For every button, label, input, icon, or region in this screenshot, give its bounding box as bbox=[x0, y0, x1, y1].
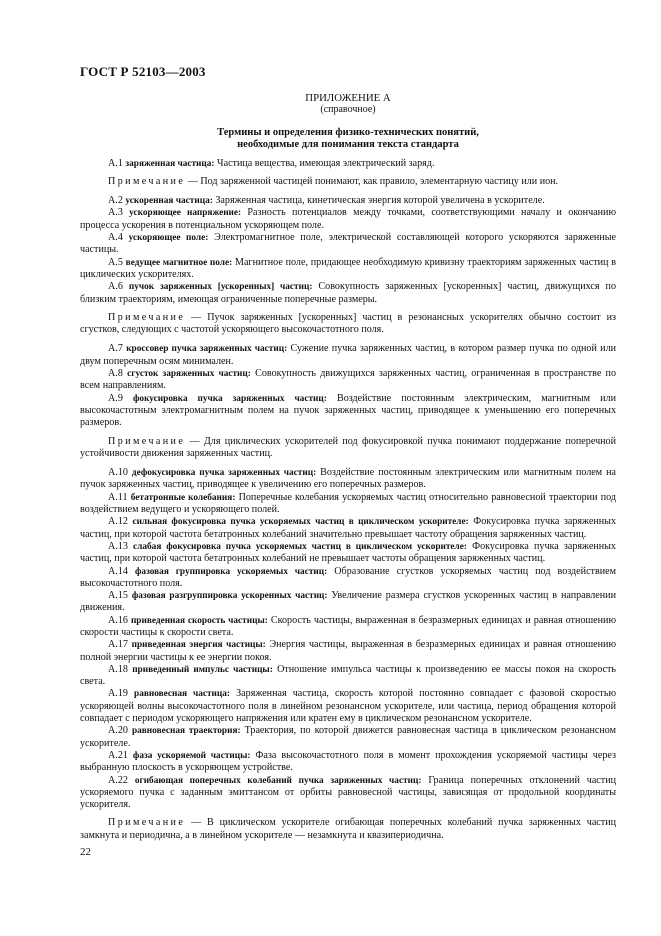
term-number: А.15 bbox=[108, 590, 128, 602]
term-entry bbox=[80, 343, 616, 368]
term-name: слабая фокусировка пучка ускоряемых частиц в циклическом ускорителе: bbox=[133, 541, 467, 552]
term-entry bbox=[80, 750, 616, 775]
term-definition: Фокусировка пучка заряженных частиц, при которой частота бетатронных колебаний не превышает частоты обращения заряженных частиц. bbox=[80, 540, 616, 565]
term-definition: Скорость частицы, выраженная в безразмерных единицах и равная отношению скорости частицы к скорости света. bbox=[80, 614, 616, 638]
note bbox=[80, 817, 616, 842]
term-number: А.10 bbox=[108, 467, 128, 479]
term-entry bbox=[80, 257, 616, 282]
term-number: А.18 bbox=[108, 663, 128, 675]
term-entry bbox=[80, 368, 616, 393]
term-entry bbox=[80, 158, 616, 170]
term-definition: Воздействие постоянным электрическим, магнитным или высокочастотным электромагнитным полем на пучок заряженных частиц, приводящее к уменьшению его поперечных размеров. bbox=[80, 392, 616, 429]
term-number: А.19 bbox=[108, 688, 128, 700]
annex-title: ПРИЛОЖЕНИЕ А bbox=[305, 92, 391, 104]
term-number: А.22 bbox=[108, 774, 128, 786]
term-number: А.13 bbox=[108, 540, 128, 552]
term-number: А.12 bbox=[108, 516, 128, 528]
section-heading-line-1: Термины и определения физико-технических понятий, bbox=[217, 126, 479, 138]
term-entry bbox=[80, 725, 616, 750]
note-text: — Под заряженной частицей понимают, как правило, элементарную частицу или ион. bbox=[185, 175, 559, 187]
note bbox=[80, 176, 616, 188]
term-entry bbox=[80, 688, 616, 725]
note-label: Примечание bbox=[108, 311, 186, 323]
term-entry bbox=[80, 281, 616, 306]
section-heading bbox=[80, 127, 616, 152]
term-name: заряженная частица: bbox=[125, 158, 215, 169]
term-definition: Отношение импульса частицы к произведению ее массы покоя на скорость света. bbox=[80, 663, 617, 688]
note-text: — Для циклических ускорителей под фокусировкой пучка понимают поддержание поперечной устойчивости движения заряженных частиц. bbox=[80, 435, 616, 459]
term-definition: Фаза высокочастотного поля в момент прохождения ускоряемой частицы через выбранную плоскость в ускоряющем устройстве. bbox=[80, 749, 616, 774]
term-number: А.21 bbox=[108, 749, 128, 761]
term-entry bbox=[80, 566, 616, 591]
page-number: 22 bbox=[80, 846, 91, 858]
term-definition: Воздействие постоянным электрическим или магнитным полем на пучок заряженных частиц, приводящее к увеличению его поперечных размеров. bbox=[80, 467, 617, 491]
term-name: ускоряющее поле: bbox=[128, 233, 209, 244]
term-name: приведенная энергия частицы: bbox=[131, 640, 266, 651]
term-number: А.5 bbox=[108, 256, 123, 268]
term-definition: Магнитное поле, придающее необходимую кривизну траекториям заряженных частиц в циклических ускорителях. bbox=[80, 256, 616, 280]
term-name: огибающая поперечных колебаний пучка заряженных частиц: bbox=[134, 775, 422, 786]
term-definition: Увеличение размера сгустков ускоренных частиц в направлении движения. bbox=[80, 590, 616, 614]
annex-content bbox=[80, 92, 616, 849]
term-definition: Энергия частицы, выраженная в безразмерных единицах и равная отношению полной энергии частицы к ее энергии покоя. bbox=[80, 639, 616, 663]
term-name: сильная фокусировка пучка ускоряемых частиц в циклическом ускорителе: bbox=[132, 517, 469, 528]
term-name: пучок заряженных [ускоренных] частиц: bbox=[128, 282, 313, 293]
term-number: А.17 bbox=[108, 639, 128, 651]
term-number: А.8 bbox=[108, 368, 123, 380]
term-entry bbox=[80, 195, 616, 207]
term-definition: Совокупность заряженных [ускоренных] частиц, движущихся по близким траекториям, имеющая ограниченные поперечные размеры. bbox=[80, 281, 616, 305]
term-name: фаза ускоряемой частицы: bbox=[132, 750, 251, 761]
annex-subtitle: (справочное) bbox=[320, 104, 376, 116]
term-number: А.14 bbox=[108, 565, 128, 577]
term-name: ведущее магнитное поле: bbox=[125, 257, 233, 268]
term-number: А.3 bbox=[108, 207, 123, 219]
term-entry bbox=[80, 207, 616, 232]
term-name: фокусировка пучка заряженных частиц: bbox=[133, 393, 327, 404]
term-entry bbox=[80, 664, 616, 689]
term-name: бетатронные колебания: bbox=[130, 492, 236, 503]
term-definition: Образование сгустков ускоряемых частиц под воздействием высокочастотного поля. bbox=[80, 565, 616, 589]
note-label: Примечание bbox=[108, 435, 186, 447]
term-definition: Сужение пучка заряженных частиц, в котором размер пучка по одной или двум поперечным осям минимален. bbox=[80, 343, 617, 367]
term-entry bbox=[80, 467, 616, 492]
term-definition: Заряженная частица, кинетическая энергия которой увеличена в ускорителе. bbox=[212, 195, 545, 207]
term-name: фазовая группировка ускоряемых частиц: bbox=[134, 566, 328, 577]
term-definition: Фокусировка пучка заряженных частиц, при которой частота бетатронных колебаний значительно превышает частоту обращения заряженных частиц. bbox=[80, 516, 616, 540]
term-definition: Заряженная частица, скорость которой постоянно совпадает с фазовой скоростью ускоряющей волны высокочастотного поля в линейном резонансном ускорителе, или частица, период обращения которой совпадает с периодом ускоряющего напряжения или кратен ему в циклическом резонансном ускорителе. bbox=[80, 688, 616, 725]
term-definition: Траектория, по которой движется равновесная частица в циклическом резонансном ускорителе. bbox=[80, 725, 617, 749]
term-definition: Совокупность движущихся заряженных частиц, ограниченная в пространстве по всем направлениям. bbox=[80, 368, 617, 392]
note bbox=[80, 436, 616, 461]
term-name: фазовая разгруппировка ускоренных частиц: bbox=[131, 591, 328, 602]
term-name: дефокусировка пучка заряженных частиц: bbox=[131, 468, 317, 479]
term-number: А.2 bbox=[108, 195, 123, 207]
term-entry bbox=[80, 615, 616, 640]
term-entry bbox=[80, 393, 616, 430]
term-name: ускоренная частица: bbox=[125, 196, 213, 207]
term-name: сгусток заряженных частиц: bbox=[127, 369, 251, 380]
term-name: кроссовер пучка заряженных частиц: bbox=[126, 344, 288, 355]
term-entry bbox=[80, 639, 616, 664]
term-definition: Поперечные колебания ускоряемых частиц относительно равновесной траектории под воздействием ведущего и ускоряющего полей. bbox=[80, 491, 616, 516]
terms-list bbox=[80, 158, 616, 842]
term-entry bbox=[80, 541, 616, 566]
note-label: Примечание bbox=[108, 175, 186, 187]
note bbox=[80, 312, 616, 337]
term-number: А.6 bbox=[108, 281, 123, 293]
term-definition: Электромагнитное поле, электрической составляющей которого ускоряются заряженные частицы. bbox=[80, 232, 616, 256]
term-definition: Граница поперечных отклонений частиц ускоряемого пучка с заданным эмиттансом от орбиты равновесной частицы, зависящая от продольной координаты ускорителя. bbox=[80, 774, 617, 811]
term-number: А.16 bbox=[108, 614, 128, 626]
term-entry bbox=[80, 516, 616, 541]
note-text: — Пучок заряженных [ускоренных] частиц в резонансных ускорителях обычно состоит из сгустков, следующих с частотой ускоряющего высокочастотного поля. bbox=[80, 311, 616, 336]
term-name: равновесная траектория: bbox=[131, 726, 241, 737]
term-definition: Частица вещества, имеющая электрический заряд. bbox=[214, 157, 435, 169]
term-number: А.4 bbox=[108, 232, 123, 244]
term-entry bbox=[80, 775, 616, 812]
term-name: приведенная скорость частицы: bbox=[130, 615, 268, 626]
note-text: — В циклическом ускорителе огибающая поперечных колебаний пучка заряженных частиц замкнута и периодична, а в линейном ускорителе — незамкнута и квазипериодична. bbox=[80, 817, 616, 841]
section-heading-line-2: необходимые для понимания текста стандарта bbox=[237, 139, 459, 151]
term-entry bbox=[80, 232, 616, 257]
term-name: ускоряющее напряжение: bbox=[129, 208, 242, 219]
term-name: приведенный импульс частицы: bbox=[132, 664, 273, 675]
term-number: А.7 bbox=[108, 343, 123, 355]
term-number: А.11 bbox=[108, 491, 128, 503]
term-definition: Разность потенциалов между точками, соответствующими началу и окончанию процесса ускорения в потенциальном ускоряющем поле. bbox=[80, 207, 616, 231]
standard-header: ГОСТ Р 52103—2003 bbox=[80, 64, 206, 79]
term-number: А.9 bbox=[108, 392, 123, 404]
term-name: равновесная частица: bbox=[134, 689, 231, 700]
term-entry bbox=[80, 590, 616, 615]
term-number: А.20 bbox=[108, 725, 128, 737]
note-label: Примечание bbox=[108, 817, 186, 829]
term-number: А.1 bbox=[108, 157, 123, 169]
term-entry bbox=[80, 492, 616, 517]
